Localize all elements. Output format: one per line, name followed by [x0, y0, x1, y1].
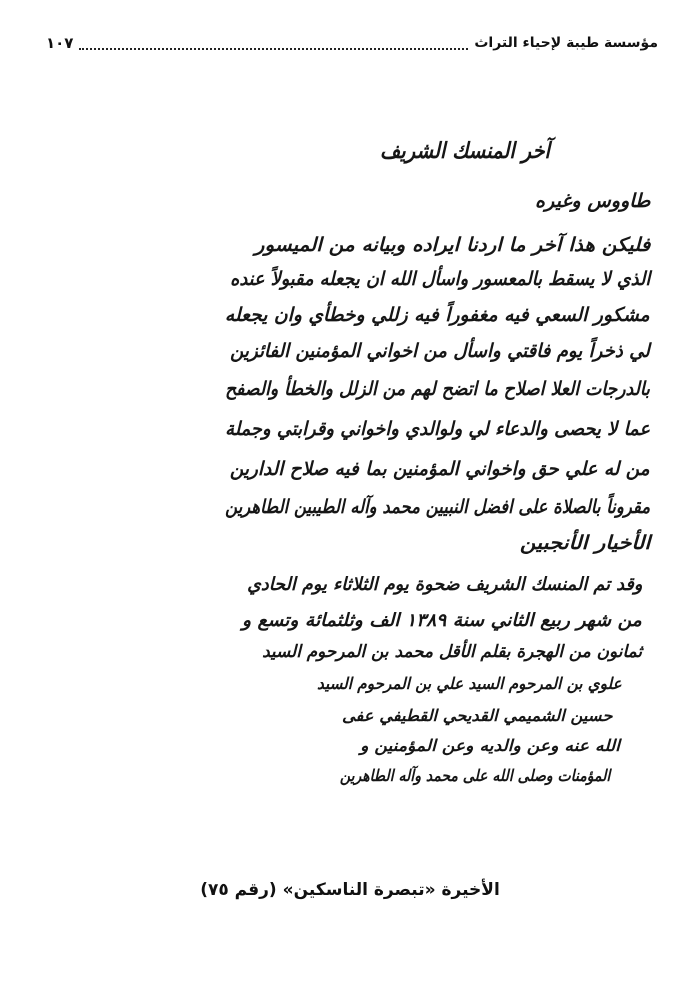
manuscript-page [90, 118, 650, 818]
figure-caption: الأخيرة «تبصرة الناسكين» (رقم ٧٥) [200, 880, 500, 900]
dot-leader [79, 46, 468, 50]
manuscript-line: الله عنه وعن والديه وعن المؤمنين و [360, 736, 620, 755]
running-title: مؤسسة طيبة لإحياء التراث [474, 35, 658, 51]
running-header [46, 28, 658, 58]
manuscript-line: طاووس وغيره [534, 190, 650, 212]
manuscript-line: ثمانون من الهجرة بقلم الأقل محمد بن المرحوم السيد [262, 642, 642, 662]
manuscript-line: مشكور السعي فيه مغفوراً فيه زللي وخطأي وان يجعله [225, 304, 650, 326]
manuscript-line: حسين الشميمي القديحي القطيفي عفى [341, 706, 612, 725]
manuscript-line: وقد تم المنسك الشريف ضحوة يوم الثلاثاء يوم الحادي [246, 574, 642, 595]
manuscript-line: المؤمنات وصلى الله على محمد وآله الطاهرين [339, 766, 610, 785]
manuscript-line: علوي بن المرحوم السيد علي بن المرحوم السيد [317, 674, 622, 693]
manuscript-line: من شهر ربيع الثاني سنة ١٣٨٩ الف وثلثمائة وتسع و [242, 610, 642, 631]
manuscript-line: عما لا يحصى والدعاء لي ولوالدي واخواني وقرابتي وجملة [225, 418, 650, 440]
manuscript-line: مقروناً بالصلاة على افضل النبيين محمد وآله الطيبين الطاهرين [225, 496, 650, 518]
manuscript-line: بالدرجات العلا اصلاح ما اتضح لهم من الزلل والخطأ والصفح [225, 378, 650, 400]
manuscript-line: الأخيار الأنجبين [519, 532, 650, 554]
manuscript-line: الذي لا يسقط بالمعسور واسأل الله ان يجعله مقبولاً عنده [229, 268, 650, 290]
manuscript-line: فليكن هذا آخر ما اردنا ايراده وبيانه من الميسور [254, 234, 650, 256]
manuscript-line: لي ذخراً يوم فاقتي واسأل من اخواني المؤمنين الفائزين [230, 340, 650, 362]
page-number: ١٠٧ [46, 34, 74, 52]
manuscript-line: من له علي حق واخواني المؤمنين بما فيه صلاح الدارين [230, 458, 650, 480]
manuscript-line: آخر المنسك الشريف [380, 138, 550, 164]
